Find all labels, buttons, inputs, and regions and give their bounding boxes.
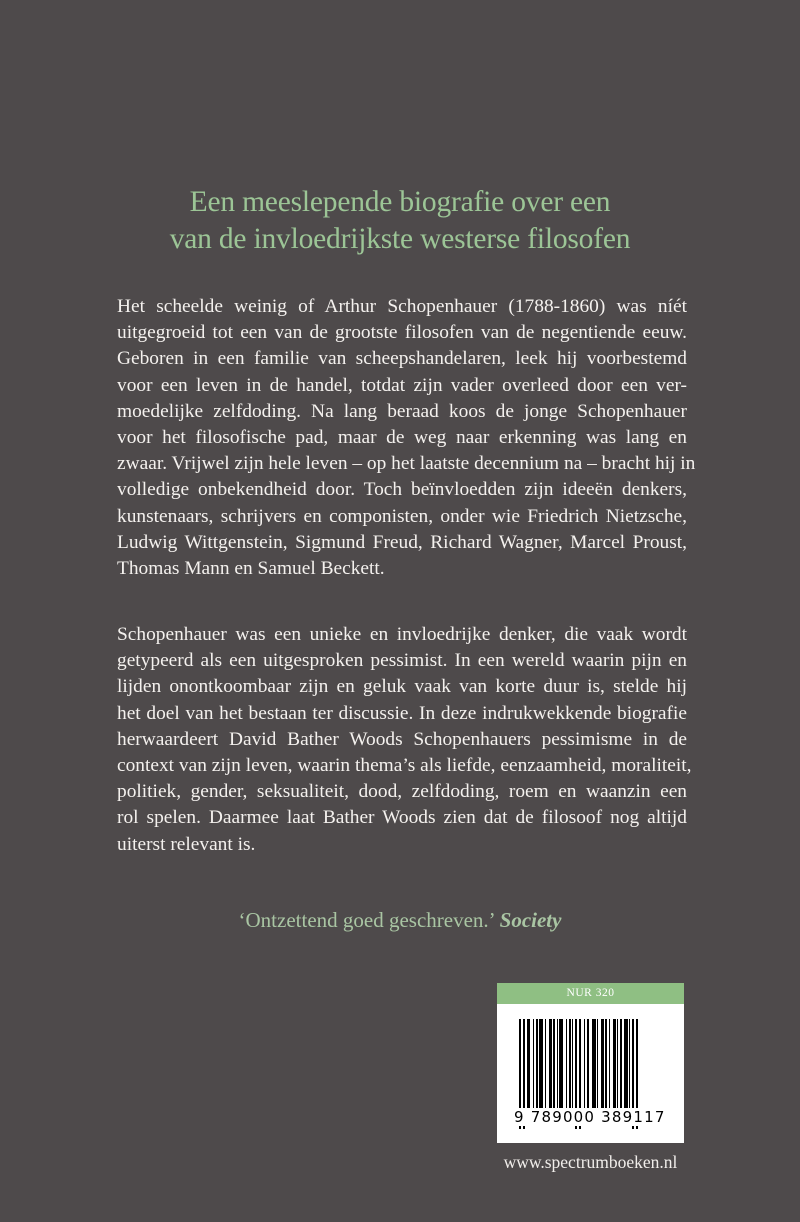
blurb-paragraph-2 bbox=[117, 622, 692, 858]
text-line: lijden onontkoombaar zijn en geluk vaak van korte duur is, stelde hij bbox=[117, 676, 687, 698]
headline-line: Een meeslepende biografie over een bbox=[189, 186, 611, 218]
review-quote bbox=[0, 908, 800, 933]
text-line: Ludwig Wittgenstein, Sigmund Freud, Richard Wagner, Marcel Proust, bbox=[117, 531, 687, 553]
text-line: Thomas Mann en Samuel Beckett. bbox=[117, 558, 385, 580]
text-line: zwaar. Vrijwel zijn hele leven – op het laatste decennium na – bracht hij in bbox=[117, 453, 696, 475]
blurb-paragraph-1 bbox=[117, 294, 696, 582]
nur-label: NUR 320 bbox=[497, 983, 684, 1004]
publisher-website[interactable]: www.spectrumboeken.nl bbox=[503, 1152, 678, 1172]
text-line: het doel van het bestaan ter discussie. In deze indrukwekkende biografie bbox=[117, 702, 687, 724]
text-line: getypeerd als een uitgesproken pessimist. In een wereld waarin pijn en bbox=[117, 650, 687, 672]
text-line: Geboren in een familie van scheepshandelaren, leek hij voorbestemd bbox=[117, 348, 687, 370]
text-line: politiek, gender, seksualiteit, dood, zelfdoding, roem en waanzin een bbox=[117, 781, 687, 803]
text-line: Schopenhauer was een unieke en invloedrijke denker, die vaak wordt bbox=[117, 624, 687, 645]
barcode-box bbox=[497, 983, 684, 1143]
isbn-text: 9 789000 389117 bbox=[514, 1108, 666, 1126]
text-line: kunstenaars, schrijvers en componisten, onder wie Friedrich Nietzsche, bbox=[117, 505, 687, 527]
text-line: herwaardeert David Bather Woods Schopenhauers pessimisme in de bbox=[117, 728, 687, 750]
text-line: moedelijke zelfdoding. Na lang beraad koos de jonge Schopenhauer bbox=[117, 400, 687, 422]
text-line: rol spelen. Daarmee laat Bather Woods zien dat de filosoof nog altijd bbox=[117, 807, 687, 829]
isbn-digits bbox=[514, 1108, 674, 1126]
text-line: volledige onbekendheid door. Toch beïnvloedden zijn ideeën denkers, bbox=[117, 479, 687, 501]
text-line: Het scheelde weinig of Arthur Schopenhauer (1788-1860) was níét bbox=[117, 296, 687, 317]
headline bbox=[0, 184, 800, 258]
quote-text: ‘Ontzettend goed geschreven.’ bbox=[238, 908, 496, 932]
text-line: uiterst relevant is. bbox=[117, 833, 256, 855]
quote-source: Society bbox=[499, 908, 562, 932]
text-line: context van zijn leven, waarin thema’s als liefde, eenzaamheid, moraliteit, bbox=[117, 755, 692, 777]
text-line: voor een leven in de handel, totdat zijn vader overleed door een ver- bbox=[117, 374, 687, 396]
text-line: voor het filosofische pad, maar de weg naar erkenning was lang en bbox=[117, 427, 687, 449]
headline-line: van de invloedrijkste westerse filosofen bbox=[169, 223, 631, 255]
text-line: uitgegroeid tot een van de grootste filosofen van de negentiende eeuw. bbox=[117, 322, 687, 344]
